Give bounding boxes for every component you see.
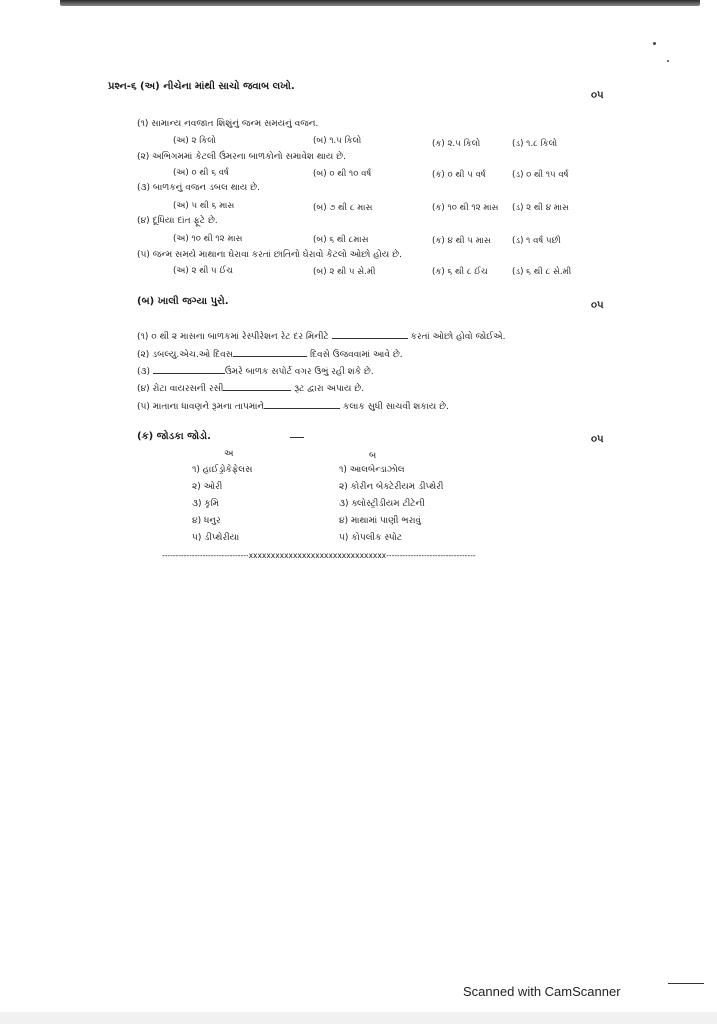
match-b-5: ૫) કોપલીક સ્પોટ	[339, 533, 403, 543]
fill-blank-2	[137, 347, 403, 360]
end-separator: --------------------------------xxxxxxxxxxxxxxxxxxxxxxxxxxxxxxx---------------------------------	[162, 551, 476, 560]
q1-option-d: (ડ) ૧.૮ કિલો	[512, 139, 558, 149]
column-b-heading: બ	[369, 451, 377, 461]
fill-blank-3-before: (૩)	[137, 367, 153, 377]
fill-blank-5	[137, 399, 449, 412]
question-1: (૧) સામાન્ય નવજાત શિશુંનું જન્મ સમયનું વજન.	[137, 119, 319, 129]
question-2: (૨) અભિગમમાં કેટલી ઉંમરના બાળકોનો સમાવેશ થાય છે.	[137, 152, 346, 162]
fill-blank-1-before: (૧) ૦ થી ૨ માસના બાળકમાં રેસ્પીરેશન રેટ દર મિનીટે	[137, 332, 332, 342]
q2-option-d: (ડ) ૦ થી ૧૫ વર્ષ	[512, 170, 569, 180]
match-a-4: ૪) ધનુર	[192, 516, 221, 526]
blank-line	[332, 329, 408, 339]
fill-blank-3-after: ઉંમરે બાળક સપોર્ટ વગર ઉભું રહી શકે છે.	[224, 367, 374, 377]
fill-blank-2-after: દિવસે ઉજવવામાં આવે છે.	[307, 350, 403, 360]
match-b-1: ૧) આલબેન્ડાઝોલ	[339, 465, 405, 475]
scan-edge-bar	[60, 0, 700, 6]
fill-blank-4-after: રૂટ દ્વારા અપાય છે.	[291, 384, 365, 394]
q5-option-c: (ક) ૬ થી ૮ ઈંચ	[432, 267, 488, 277]
q4-option-d: (ડ) ૧ વર્ષ પછી	[512, 236, 561, 246]
blank-line	[264, 399, 340, 409]
question-4: (૪) દૂધિયા દાંત ફૂટે છે.	[137, 216, 218, 226]
scan-speck	[667, 60, 669, 62]
q3-option-a: (અ) ૫ થી ૬ માસ	[173, 201, 235, 211]
fill-blank-4-before: (૪) રોટા વાયરસની રસી	[137, 384, 224, 394]
q2-option-b: (બ) ૦ થી ૧૦ વર્ષ	[313, 169, 372, 179]
fill-blank-3	[137, 364, 374, 377]
q4-option-c: (ક) ૪ થી ૫ માસ	[432, 236, 491, 246]
q1-option-c: (ક) ૨.૫ કિલો	[432, 139, 481, 149]
q3-option-b: (બ) ૭ થી ૮ માસ	[313, 203, 373, 213]
question-5: (૫) જન્મ સમયે માથાના ઘેરાવા કરતાં છાતિનો ઘેરાવો કેટલો ઓછો હોય છે.	[137, 250, 402, 260]
q2-option-c: (ક) ૦ થી ૫ વર્ષ	[432, 170, 486, 180]
section-c-marks: ૦૫	[591, 434, 604, 445]
blank-line	[233, 347, 307, 357]
q1-option-b: (બ) ૧.૫ કિલો	[313, 136, 362, 146]
match-b-4: ૪) માથામાં પાણી ભરાવું	[339, 516, 422, 526]
q3-option-c: (ક) ૧૦ થી ૧૨ માસ	[432, 203, 499, 213]
q4-option-b: (બ) ૬ થી ૮માસ	[313, 235, 369, 245]
match-b-2: ૨) કોરીન બેક્ટેરીયમ ડીપ્થેરી	[339, 482, 444, 492]
q3-option-d: (ડ) ૨ થી ૪ માસ	[512, 203, 569, 213]
scanner-watermark: Scanned with CamScanner	[463, 984, 621, 999]
q4-option-a: (અ) ૧૦ થી ૧૨ માસ	[173, 234, 243, 244]
q2-option-a: (અ) ૦ થી ૬ વર્ષ	[173, 168, 229, 178]
q5-option-d: (ડ) ૬ થી ૮ સે.મી	[512, 267, 572, 277]
section-b-title: (બ) ખાલી જગ્યા પુરો.	[137, 296, 229, 307]
q1-option-a: (અ) ૨ કિલો	[173, 136, 216, 146]
fill-blank-2-before: (૨) ડબલ્યુ.એચ.ઓ દિવસ	[137, 350, 234, 360]
fill-blank-1	[137, 329, 506, 342]
column-a-heading: અ	[224, 449, 234, 459]
section-a-title: પ્રશ્ન-૬ (અ) નીચેના માંથી સાચો જવાબ લખો.	[108, 81, 295, 92]
q5-option-b: (બ) ૨ થી ૫ સે.મી	[313, 267, 376, 277]
fill-blank-5-before: (૫) માતાના ધાવણને રૂમના તાપમાને	[137, 402, 265, 412]
match-a-3: ૩) કૃમિ	[192, 499, 220, 509]
match-a-5: ૫) ડીપ્થેરીયા	[192, 533, 240, 543]
q5-option-a: (અ) ૨ થી ૫ ઈંચ	[173, 266, 233, 276]
section-a-marks: ૦૫	[591, 90, 604, 101]
blank-line	[223, 381, 291, 391]
match-a-2: ૨) ઓરી	[192, 482, 223, 492]
section-c-title: (ક) જોડકા જોડો.	[137, 431, 211, 442]
pen-dash	[290, 437, 304, 438]
question-3: (૩) બાળકનું વજન ડબલ થાય છે.	[137, 183, 260, 193]
match-a-1: ૧) હાઈડ્રોકેફેલસ	[192, 465, 253, 475]
match-b-3: ૩) ક્લોસ્ટ્રીડીયમ ટીટેની	[339, 499, 425, 509]
fill-blank-1-after: કરતાં ઓછો હોવો જોઈએ.	[407, 332, 506, 342]
fill-blank-4	[137, 381, 364, 394]
bottom-band	[0, 1012, 717, 1024]
fill-blank-5-after: કલાક સુધી સાચવી શકાય છે.	[340, 402, 449, 412]
blank-line	[153, 364, 225, 374]
footer-rule	[668, 983, 704, 984]
section-b-marks: ૦૫	[591, 300, 604, 311]
scan-speck	[653, 42, 656, 45]
